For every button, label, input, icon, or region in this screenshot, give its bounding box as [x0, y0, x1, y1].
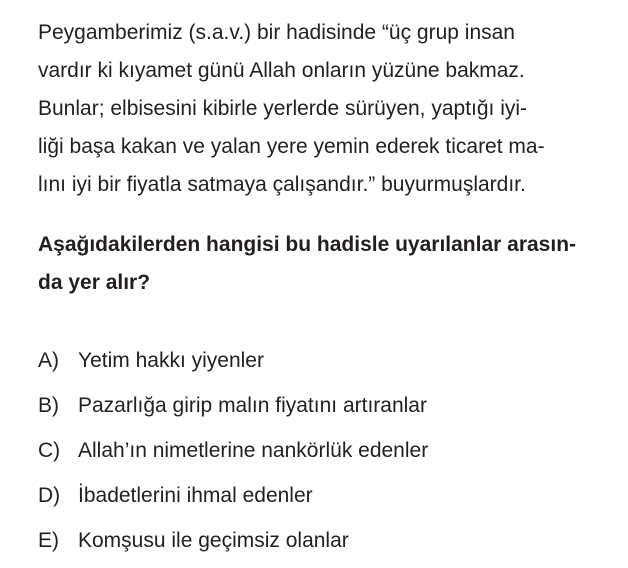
passage-line: Bunlar; elbisesini kibirle yerlerde sürüyen, yaptığı iyi-	[38, 97, 528, 120]
option-letter: D)	[38, 484, 61, 507]
question-line: Aşağıdakilerden hangisi bu hadisle uyarılanlar arasın-	[38, 233, 577, 256]
option-b[interactable]	[38, 387, 428, 432]
option-text: Yetim hakkı yiyenler	[78, 349, 264, 372]
option-text: Pazarlığa girip malın fiyatını artıranlar	[78, 394, 427, 417]
answer-options	[38, 342, 428, 567]
question-line: da yer alır?	[38, 271, 151, 294]
passage-line: Peygamberimiz (s.a.v.) bir hadisinde “üç grup insan	[38, 21, 515, 44]
option-c[interactable]	[38, 432, 428, 477]
option-letter: C)	[38, 439, 61, 462]
hadith-passage	[38, 14, 598, 204]
passage-line: liği başa kakan ve yalan yere yemin ederek ticaret ma-	[38, 135, 545, 158]
passage-line: lını iyi bir fiyatla satmaya çalışandır.” buyurmuşlardır.	[38, 173, 526, 196]
option-text: Komşusu ile geçimsiz olanlar	[78, 529, 349, 552]
question-stem	[38, 226, 598, 302]
option-d[interactable]	[38, 477, 428, 522]
option-text: İbadetlerini ihmal edenler	[78, 484, 313, 507]
option-letter: A)	[38, 349, 59, 372]
option-letter: E)	[38, 529, 59, 552]
option-e[interactable]	[38, 522, 428, 567]
option-a[interactable]	[38, 342, 428, 387]
option-letter: B)	[38, 394, 59, 417]
option-text: Allah’ın nimetlerine nankörlük edenler	[78, 439, 429, 462]
passage-line: vardır ki kıyamet günü Allah onların yüzüne bakmaz.	[38, 59, 525, 82]
